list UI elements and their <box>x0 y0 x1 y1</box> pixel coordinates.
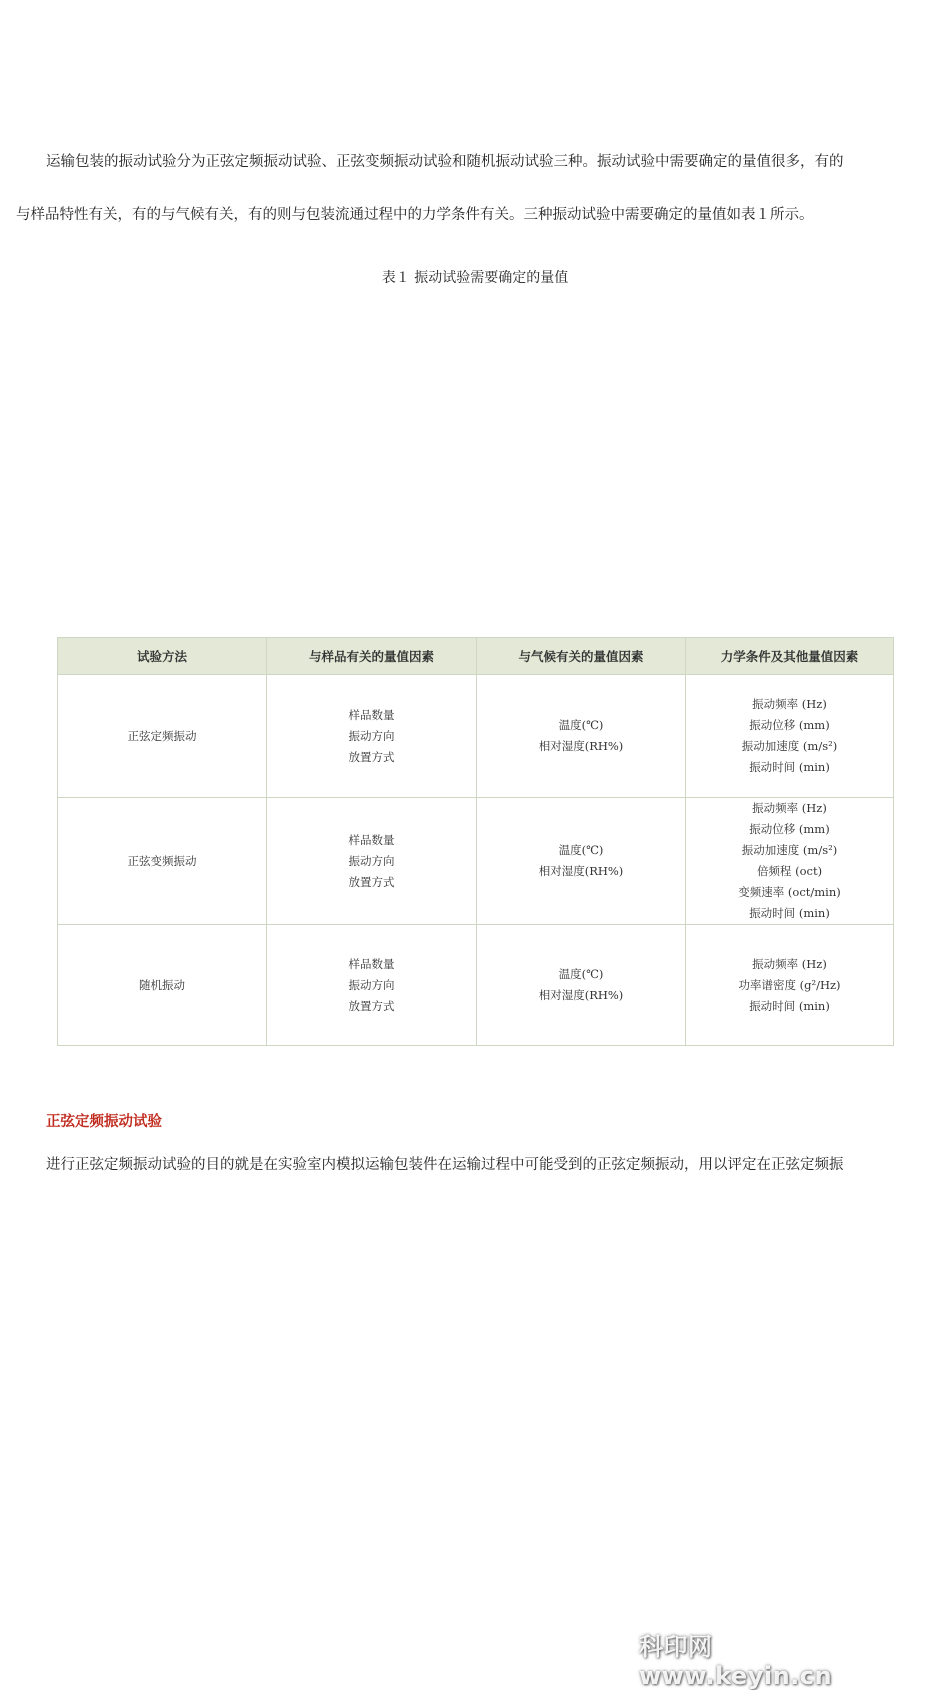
header-test-method: 试验方法 <box>58 638 267 675</box>
cell-test-method: 正弦变频振动 <box>58 798 267 925</box>
cell-test-method: 正弦定频振动 <box>58 675 267 798</box>
cell-line: 振动加速度 (m/s²) <box>741 739 838 753</box>
cell-line: 放置方式 <box>348 998 395 1013</box>
cell-line: 振动频率 (Hz) <box>752 801 827 815</box>
table-row <box>58 798 894 925</box>
table-caption: 表１ 振动试验需要确定的量值 <box>381 270 569 286</box>
header-climate-factors: 与气候有关的量值因素 <box>477 638 686 675</box>
cell-mechanical-factors <box>686 925 894 1046</box>
cell-line: 变频速率 (oct/min) <box>738 885 841 899</box>
cell-line: 振动方向 <box>348 728 395 743</box>
cell-climate-factors <box>477 925 686 1046</box>
cell-sample-factors <box>267 798 477 925</box>
cell-line: 相对湿度(RH%) <box>538 864 624 878</box>
cell-line: 振动方向 <box>348 853 395 868</box>
intro-paragraph-line-1: 运输包装的振动试验分为正弦定频振动试验、正弦变频振动试验和随机振动试验三种。振动试验中需要确定的量值很多，有的 <box>46 154 844 170</box>
cell-climate-factors <box>477 675 686 798</box>
cell-sample-factors <box>267 675 477 798</box>
cell-line: 样品数量 <box>348 956 395 971</box>
header-mechanical-factors: 力学条件及其他量值因素 <box>686 638 894 675</box>
cell-line: 放置方式 <box>348 749 395 764</box>
header-sample-factors: 与样品有关的量值因素 <box>267 638 477 675</box>
cell-line: 振动频率 (Hz) <box>752 956 827 971</box>
cell-line: 相对湿度(RH%) <box>538 988 624 1002</box>
cell-mechanical-factors <box>686 675 894 798</box>
cell-line: 振动位移 (mm) <box>749 718 830 732</box>
cell-line: 振动时间 (min) <box>749 998 830 1013</box>
cell-test-method: 随机振动 <box>58 925 267 1046</box>
cell-line: 振动加速度 (m/s²) <box>741 843 838 857</box>
section-paragraph-line-1: 进行正弦定频振动试验的目的就是在实验室内模拟运输包装件在运输过程中可能受到的正弦定频振动，用以评定在正弦定频振 <box>46 1157 844 1173</box>
cell-line: 放置方式 <box>348 874 395 889</box>
table-header-row <box>58 638 894 675</box>
table-row <box>58 675 894 798</box>
cell-line: 振动时间 (min) <box>749 906 830 920</box>
intro-paragraph-line-2: 与样品特性有关，有的与气候有关，有的则与包装流通过程中的力学条件有关。三种振动试验中需要确定的量值如表１所示。 <box>16 207 814 223</box>
cell-line: 样品数量 <box>348 832 395 847</box>
cell-line: 振动方向 <box>348 977 395 992</box>
cell-line: 样品数量 <box>348 707 395 722</box>
cell-line: 温度(℃) <box>558 967 604 981</box>
watermark: 科印网www.keyin.cn <box>639 1633 833 1690</box>
table-row <box>58 925 894 1046</box>
cell-climate-factors <box>477 798 686 925</box>
cell-line: 功率谱密度 (g²/Hz) <box>738 977 841 992</box>
section-title: 正弦定频振动试验 <box>46 1113 162 1130</box>
cell-line: 倍频程 (oct) <box>756 864 823 878</box>
cell-line: 振动位移 (mm) <box>749 822 830 836</box>
cell-line: 振动频率 (Hz) <box>752 697 827 711</box>
quantity-table <box>57 637 894 1046</box>
cell-sample-factors <box>267 925 477 1046</box>
cell-line: 温度(℃) <box>558 843 604 857</box>
table-body <box>58 675 894 1046</box>
cell-line: 温度(℃) <box>558 718 604 732</box>
cell-line: 振动时间 (min) <box>749 760 830 774</box>
cell-mechanical-factors <box>686 798 894 925</box>
cell-line: 相对湿度(RH%) <box>538 739 624 753</box>
